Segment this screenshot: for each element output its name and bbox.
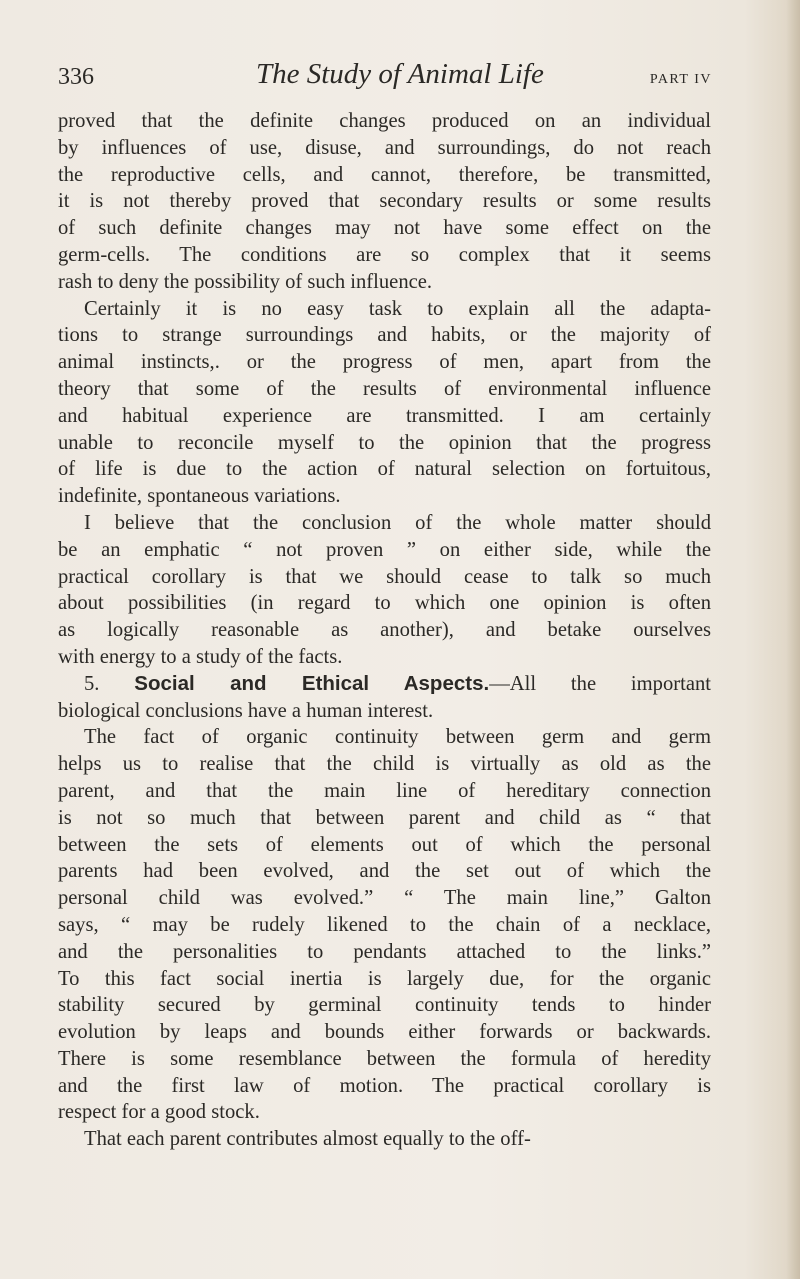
text-line: biological conclusions have a human interest. (58, 699, 434, 722)
text-line: it is not thereby proved that secondary results or some results (58, 190, 711, 213)
text-line: parent, and that the main line of hereditary connection (58, 779, 711, 802)
section-heading-line (58, 671, 711, 698)
text-fragment: —All the important (489, 672, 711, 695)
text-line: To this fact social inertia is largely due, for the organic (58, 967, 711, 990)
text-line: stability secured by germinal continuity tends to hinder (58, 994, 711, 1017)
paragraph (58, 510, 711, 671)
text-line: parents had been evolved, and the set out of which the (58, 860, 711, 883)
text-line: says, “ may be rudely likened to the chain of a necklace, (58, 913, 711, 936)
text-line: between the sets of elements out of which the personal (58, 833, 711, 856)
text-line: helps us to realise that the child is virtually as old as the (58, 753, 711, 776)
text-line: There is some resemblance between the formula of heredity (58, 1047, 711, 1070)
running-title: The Study of Animal Life (256, 58, 544, 90)
text-line: animal instincts,. or the progress of men, apart from the (58, 351, 711, 374)
text-line: as logically reasonable as another), and betake ourselves (58, 619, 711, 642)
text-line: I believe that the conclusion of the whole matter should (84, 511, 711, 534)
running-header (58, 58, 718, 98)
text-line: proved that the definite changes produced on an individual (58, 110, 711, 132)
section-paragraph (58, 671, 711, 725)
text-line: be an emphatic “ not proven ” on either side, while the (58, 538, 711, 561)
text-line: tions to strange surroundings and habits, or the majority of (58, 324, 711, 347)
text-line: the reproductive cells, and cannot, therefore, be transmitted, (58, 163, 711, 186)
text-line: theory that some of the results of environmental influence (58, 377, 711, 400)
text-line: and the personalities to pendants attached to the links.” (58, 940, 711, 963)
text-line: personal child was evolved.” “ The main line,” Galton (58, 887, 711, 910)
page-edge-shadow (786, 0, 800, 1279)
paragraph (58, 724, 711, 1126)
page-number: 336 (58, 64, 94, 90)
paragraph (58, 296, 711, 510)
text-line: evolution by leaps and bounds either forwards or backwards. (58, 1021, 711, 1044)
text-line: respect for a good stock. (58, 1101, 260, 1124)
text-line: and the first law of motion. The practical corollary is (58, 1074, 711, 1097)
text-line: and habitual experience are transmitted. I am certainly (58, 404, 711, 427)
section-heading: Social and Ethical Aspects. (134, 671, 490, 695)
text-line: by influences of use, disuse, and surroundings, do not reach (58, 136, 711, 159)
paragraph (58, 1126, 711, 1153)
text-line: about possibilities (in regard to which one opinion is often (58, 592, 711, 615)
text-line: indefinite, spontaneous variations. (58, 485, 341, 508)
text-line: germ-cells. The conditions are so complex that it seems (58, 243, 711, 266)
section-number: 5. (84, 672, 100, 695)
text-line: That each parent contributes almost equally to the off- (84, 1128, 531, 1151)
part-label: PART IV (649, 72, 712, 87)
text-line: is not so much that between parent and child as “ that (58, 806, 711, 829)
text-line: unable to reconcile myself to the opinion that the progress (58, 431, 711, 454)
text-line: of life is due to the action of natural selection on fortuitous, (58, 458, 711, 481)
text-line: with energy to a study of the facts. (58, 645, 343, 668)
text-line: of such definite changes may not have some effect on the (58, 217, 711, 240)
text-line: rash to deny the possibility of such influence. (58, 270, 433, 293)
text-line: practical corollary is that we should cease to talk so much (58, 565, 711, 588)
body-text (58, 108, 711, 1153)
text-line: Certainly it is no easy task to explain all the adapta- (84, 297, 711, 320)
text-line: The fact of organic continuity between germ and germ (84, 726, 711, 749)
paragraph (58, 108, 711, 296)
